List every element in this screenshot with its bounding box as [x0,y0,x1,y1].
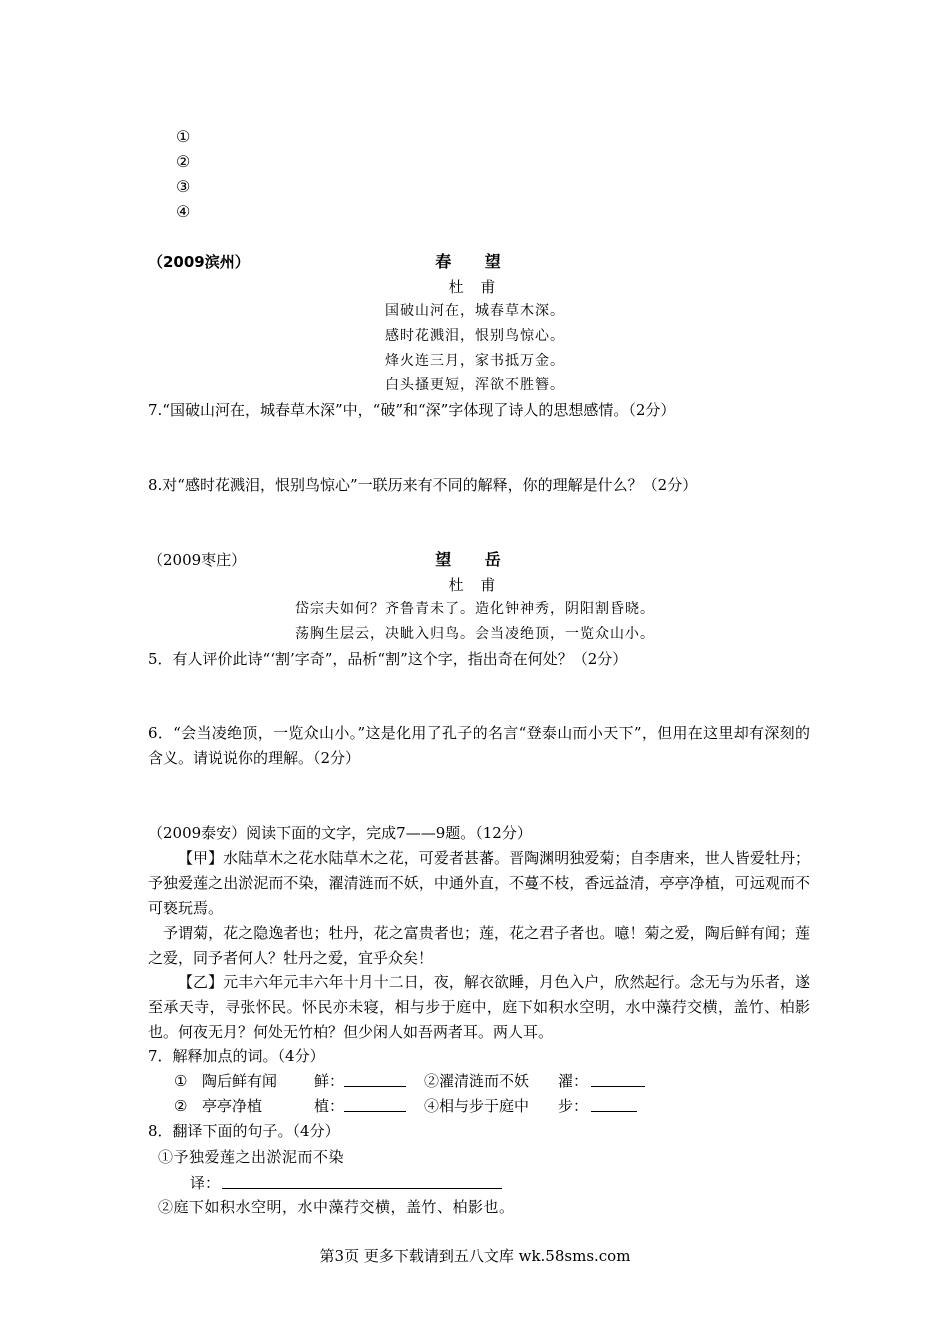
q7-item-3-phrase: 亭亭净植 [202,1097,263,1115]
question-8: 8.对“感时花溅泪，恨别鸟惊心”一联历来有不同的解释，你的理解是什么？（2分） [148,476,698,494]
q7-item-4-word: 步： [558,1097,589,1115]
poem-verse: 岱宗夫如何？齐鲁青未了。造化钟神秀，阴阳割昏晓。 [295,601,655,617]
poem-author: 杜 甫 [448,278,502,296]
question-5: 5．有人评价此诗“‘割’字奇”，品析“割”这个字，指出奇在何处？（2分） [148,650,628,668]
circled-item-3: ③ [176,177,191,196]
q7-item-1-num: ① [174,1072,188,1090]
q7-item-4-phrase: ④相与步于庭中 [424,1097,530,1115]
question-7: 7.“国破山河在，城春草木深”中，“破”和“深”字体现了诗人的思想感情。（2分） [148,401,676,419]
poem-verse: 烽火连三月，家书抵万金。 [385,353,565,369]
q7-item-3-word: 植： [314,1097,345,1115]
q7-item-1-phrase: 陶后鲜有闻 [202,1072,278,1090]
poem-verse: 荡胸生层云，决眦入归鸟。会当凌绝顶，一览众山小。 [295,626,655,642]
answer-blank[interactable] [344,1072,406,1087]
question-6: 6．“会当凌绝顶，一览众山小。”这是化用了孔子的名言“登泰山而小天下”，但用在这里却有深刻的含义。请说说你的理解。（2分） [148,724,810,767]
answer-blank[interactable] [591,1072,645,1087]
passage-yi: 【乙】元丰六年元丰六年十月十二日，夜，解衣欲睡，月色入户，欣然起行。念无与为乐者，遂至承天寺，寻张怀民。怀民亦未寝，相与步于庭中，庭下如积水空明，水中藻荇交横，盖竹、柏影也。何夜无月？何处无竹柏？但少闲人如吾两者耳。两人耳。 [148,973,810,1041]
section-intro: （2009泰安）阅读下面的文字，完成7——9题。（12分） [148,824,532,842]
answer-blank[interactable] [344,1097,406,1112]
circled-item-2: ② [176,152,191,171]
q7-item-2-word: 濯： [558,1072,589,1090]
question-8-translate: 8．翻译下面的句子。（4分） [148,1122,340,1140]
source-binzhou: （2009滨州） [148,253,250,271]
answer-blank[interactable] [222,1174,502,1189]
q7-item-2-phrase: ②濯清涟而不妖 [424,1072,530,1090]
page-footer: 第3页 更多下载请到五八文库 wk.58sms.com [319,1247,631,1265]
q7-item-1-word: 鲜： [314,1072,345,1090]
poem-verse: 白头搔更短，浑欲不胜簪。 [385,377,565,393]
translate-sentence-2: ②庭下如积水空明，水中藻荇交横，盖竹、柏影也。 [158,1198,515,1216]
poem-verse: 国破山河在，城春草木深。 [385,303,565,319]
passage-jia-p1: 【甲】水陆草木之花水陆草木之花，可爱者甚蕃。晋陶渊明独爱菊；自李唐来，世人皆爱牡丹；予独爱莲之出淤泥而不染，濯清涟而不妖，中通外直，不蔓不枝，香远益清，亭亭净植，可远观而不可亵玩焉。 [148,849,810,917]
translate-sentence-1: ①予独爱莲之出淤泥而不染 [158,1148,345,1166]
poem-author: 杜 甫 [448,576,502,594]
translate-label: 译： [190,1174,221,1192]
circled-item-1: ① [176,127,191,146]
passage-jia-p2: 予谓菊，花之隐逸者也；牡丹，花之富贵者也；莲，花之君子者也。噫！菊之爱，陶后鲜有闻；莲之爱，同予者何人？牡丹之爱，宜乎众矣！ [148,924,810,967]
circled-item-4: ④ [176,202,191,221]
poem-verse: 感时花溅泪，恨别鸟惊心。 [385,328,565,344]
poem-title-chunwang: 春 望 [435,252,515,271]
source-zaozhuang: （2009枣庄） [148,551,247,569]
question-7-explain: 7．解释加点的词。（4分） [148,1047,325,1065]
q7-item-3-num: ② [174,1097,188,1115]
poem-title-wangyue: 望 岳 [435,550,515,569]
answer-blank[interactable] [591,1097,637,1112]
